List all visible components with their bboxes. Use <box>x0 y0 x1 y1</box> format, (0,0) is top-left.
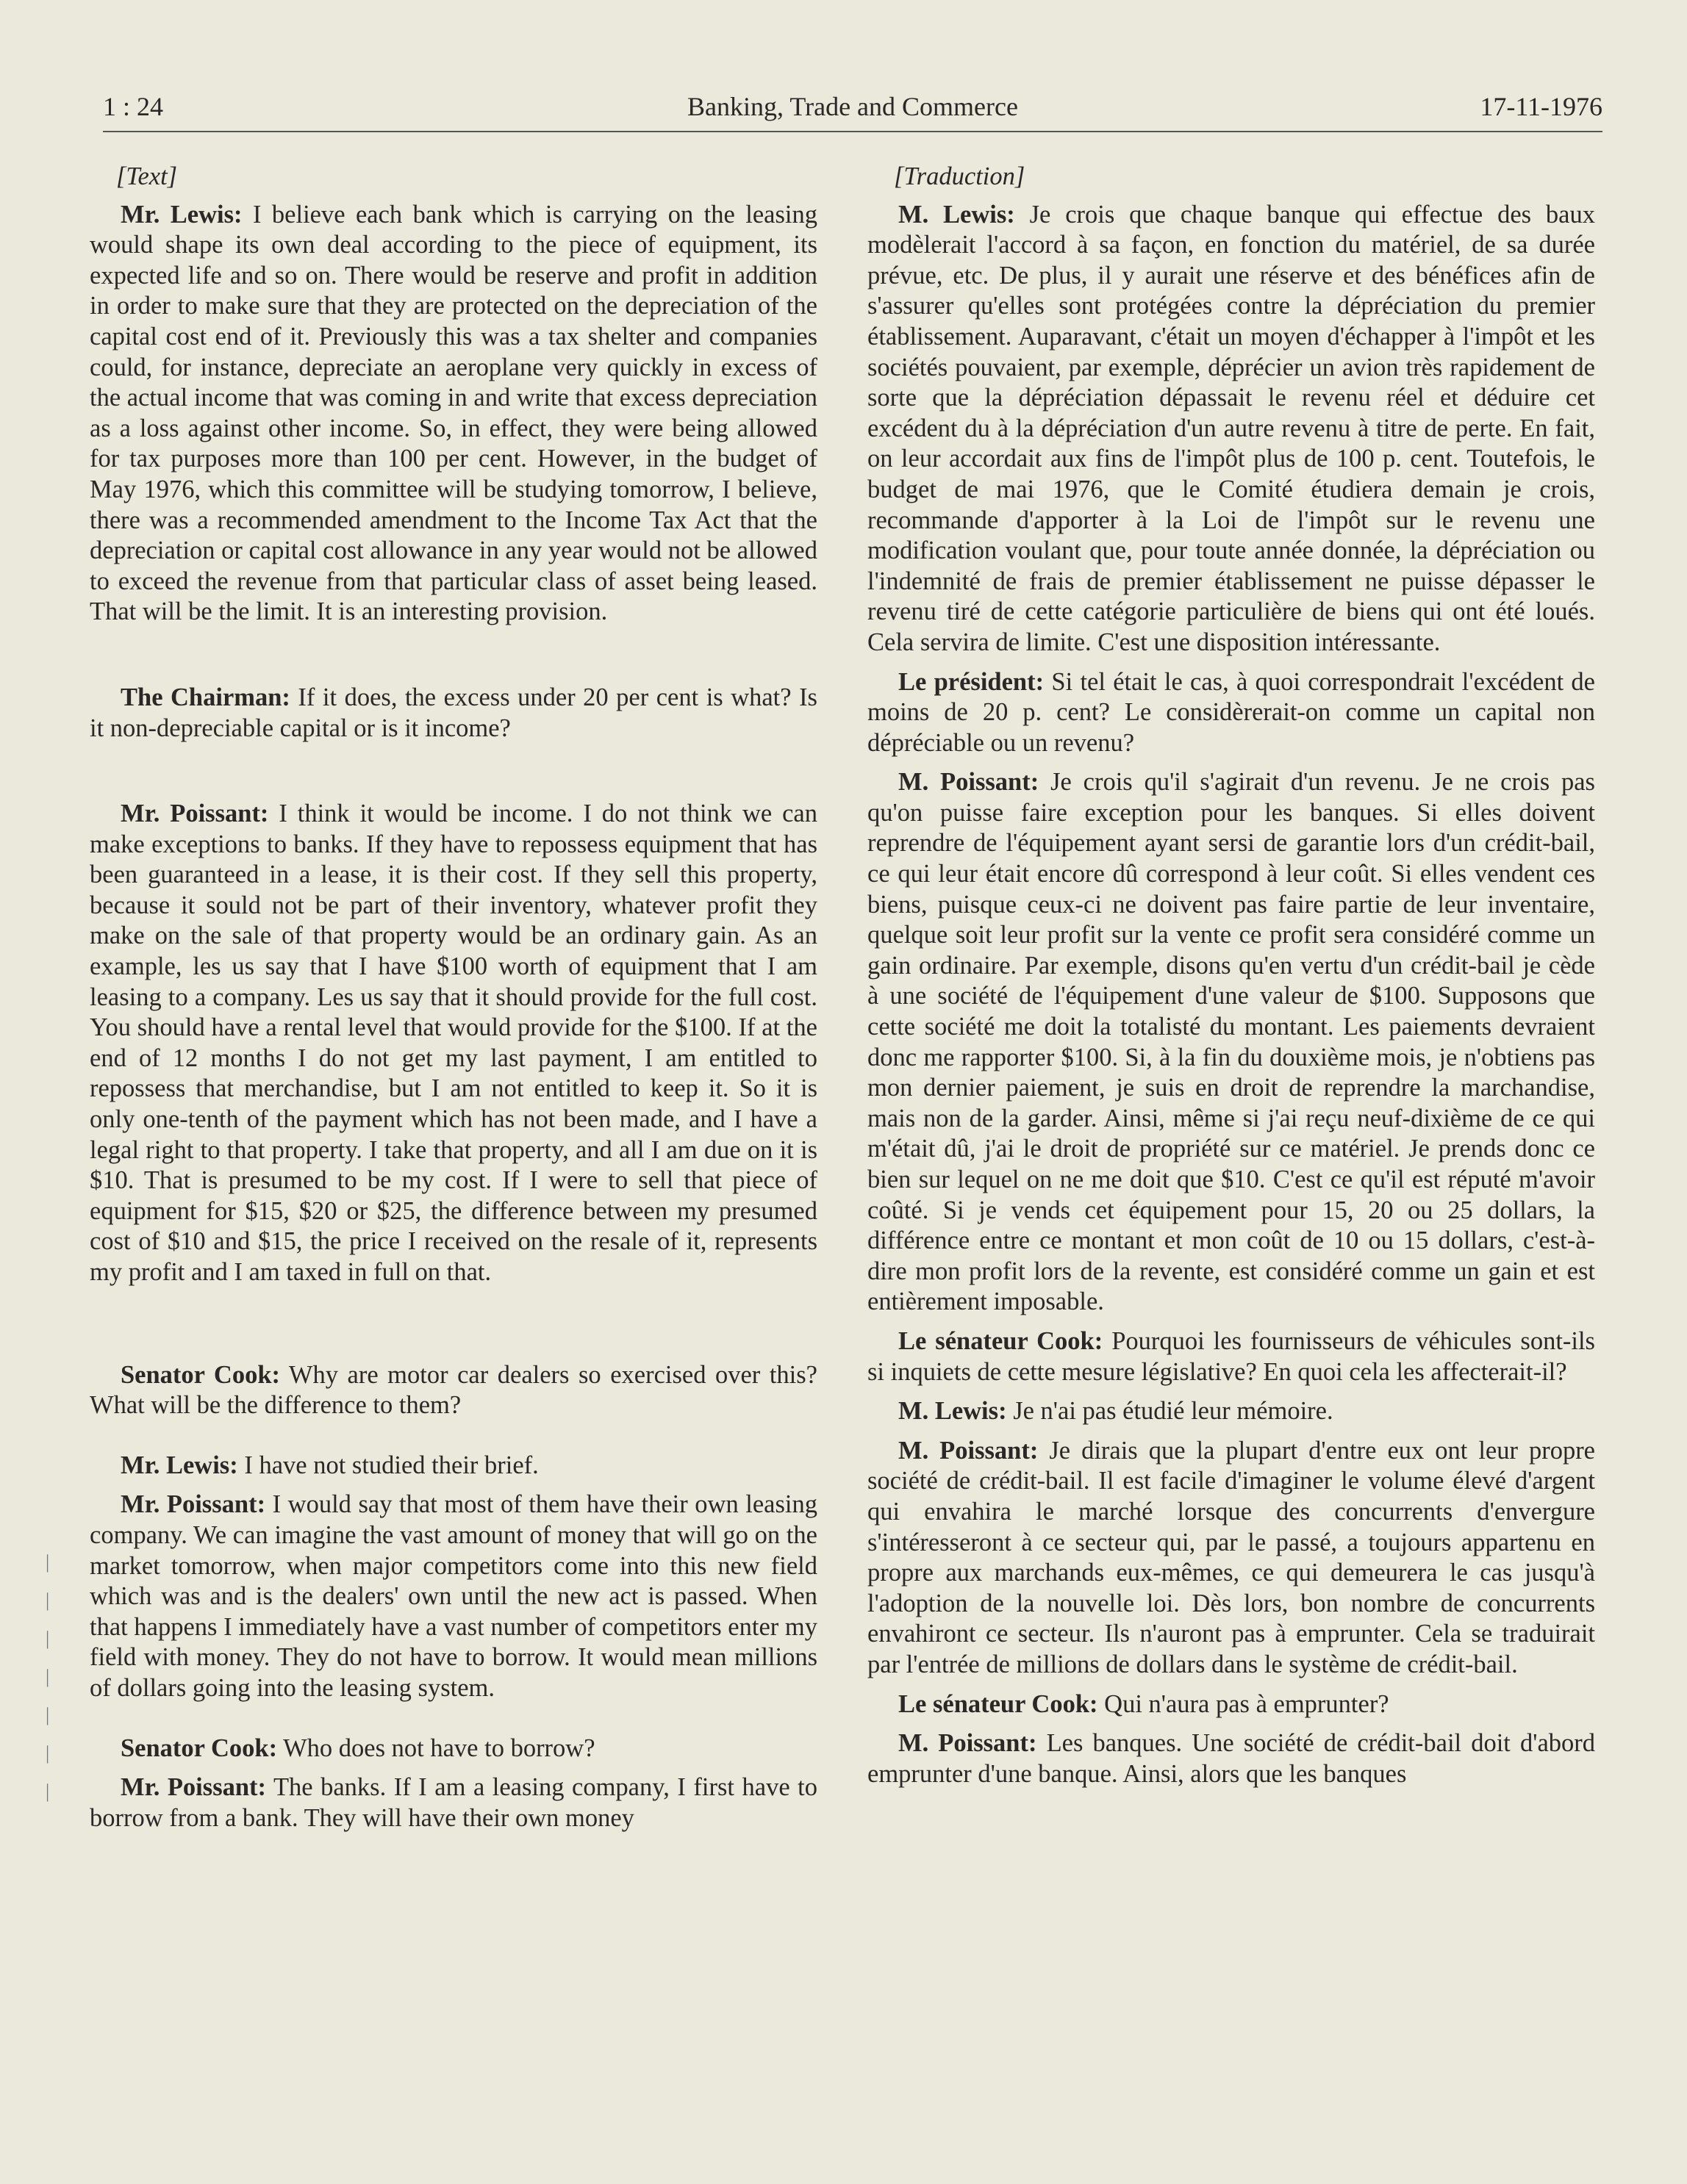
margin-tick: | <box>46 1742 50 1764</box>
page-title: Banking, Trade and Commerce <box>687 92 1018 121</box>
speaker: Mr. Poissant: <box>121 1773 267 1802</box>
paragraph-poissant-1-fr <box>867 767 1595 1318</box>
margin-tick: | <box>46 1704 50 1725</box>
paragraph-lewis-1 <box>90 200 817 628</box>
paragraph-cook-1-fr <box>867 1326 1595 1387</box>
speech: I think it would be income. I do not think we can make exceptions to banks. If they have to repossess equipment that has been guaranteed in a lease, it is their cost. If they sell this property, because it sould not be part of their inventory, whatever profit they make on the sale of that property would be an ordinary gain. As an example, les us say that I have $100 worth of equipment that I am leasing to a company. Les us say that it should provide for the full cost. You should have a rental level that would provide for the $100. If at the end of 12 months I do not get my last payment, I am entitled to repossess that merchandise, but I am not entitled to keep it. So it is only one-tenth of the payment which has not been made, and I have a legal right to that property. I take that property, and all I am due on it is $10. That is presumed to be my cost. If I were to sell that piece of equipment for $15, $20 or $25, the difference between my presumed cost of $10 and $15, the price I received on the resale of it, represents my profit and I am taxed in full on that. <box>90 800 817 1286</box>
margin-tick: | <box>46 1781 50 1802</box>
paragraph-poissant-2 <box>90 1490 817 1703</box>
english-column <box>90 162 817 1833</box>
page-number: 1 : 24 <box>103 92 164 121</box>
paragraph-lewis-1-fr <box>867 200 1595 658</box>
speaker: M. Lewis: <box>898 1397 1007 1426</box>
speaker: Le sénateur Cook: <box>898 1326 1103 1355</box>
speech: I have not studied their brief. <box>237 1451 539 1479</box>
paragraph-poissant-1 <box>90 799 817 1288</box>
speaker: Senator Cook: <box>121 1734 278 1762</box>
speaker: Senator Cook: <box>121 1360 280 1389</box>
speaker: M. Poissant: <box>898 1436 1039 1465</box>
speaker: M. Poissant: <box>898 1729 1037 1758</box>
paragraph-lewis-2 <box>90 1451 817 1481</box>
speech: Qui n'aura pas à emprunter? <box>1097 1689 1389 1718</box>
speech: Je crois que chaque banque qui effectue des baux modèlerait l'accord à sa façon, en fonction du matériel, de sa durée prévue, etc. De plus, il y aurait une réserve et des bénéfices afin de s'assurer qu'elles sont protégées contre la dépréciation du premier établissement. Auparavant, c'était un moyen d'échapper à l'impôt et les sociétés pouvaient, par exemple, déprécier un avion très rapidement de sorte que la dépréciation dépassait le revenu réel et déduire cet excédent du à la dépréciation d'un autre revenu à titre de perte. En fait, on leur accordait aux fins de l'impôt plus de 100 p. cent. Toutefois, le budget de mai 1976, que le Comité étudiera demain je crois, recommande d'apporter à la Loi de l'impôt sur le revenu une modification voulant que, pour toute année donnée, la dépréciation ou l'indemnité de frais de premier établissement ne puisse dépasser le revenu tiré de cette catégorie particulière de biens qui ont été loués. Cela servira de limite. C'est une disposition intéressante. <box>867 200 1595 656</box>
paragraph-poissant-3-fr <box>867 1728 1595 1789</box>
paragraph-president-fr <box>867 667 1595 759</box>
page-date: 17-11-1976 <box>1480 92 1602 121</box>
speech: The banks. If I am a leasing company, I first have to borrow from a bank. They will have their own money <box>90 1773 817 1832</box>
paragraph-lewis-2-fr <box>867 1396 1595 1427</box>
speech: Who does not have to borrow? <box>277 1734 595 1762</box>
paragraph-poissant-2-fr <box>867 1436 1595 1681</box>
paragraph-poissant-3 <box>90 1772 817 1833</box>
speech: Je crois qu'il s'agirait d'un revenu. Je ne crois pas qu'on puisse faire exception pour les banques. Si elles doivent reprendre de l'équipement ayant sersi de garantie lors d'un crédit-bail, ce qui leur était encore dû correspond à leur coût. Si elles vendent ces biens, puisque ceux-ci ne doivent pas faire partie de leur inventaire, quelque soit leur profit sur la vente ce profit sera considéré comme un gain ordinaire. Par exemple, disons qu'en vertu d'un crédit-bail je cède à une société de l'équipement d'une valeur de $100. Supposons que cette société me doit la totalisté du montant. Les paiements devraient donc me rapporter $100. Si, à la fin du douxième mois, je n'obtiens pas mon dernier paiement, je suis en droit de reprendre la marchandise, mais non de la garder. Ainsi, même si j'ai reçu neuf-dixième de ce qui m'était dû, j'ai le droit de propriété sur ce matériel. Je prends donc ce bien sur lequel on ne me doit que $10. C'est ce qu'il est réputé m'avoir coûté. Si je vends cet équipement pour 15, 20 ou 25 dollars, la différence entre ce montant et mon coût de 10 ou 15 dollars, c'est-à-dire mon profit lors de la revente, est considéré comme un gain et est entièrement imposable. <box>867 768 1595 1316</box>
speech: Je dirais que la plupart d'entre eux ont leur propre société de crédit-bail. Il est facile d'imaginer le volume élevé d'argent qui envahira le marché lorsque des concurrents d'envergure s'intéresseront à ce secteur qui, par le passé, a toujours appartenu en propre aux marchands eux-mêmes, ce qui demeurera le cas jusqu'à l'adoption de la nouvelle loi. Dès lors, bon nombre de concurrents envahiront ce secteur. Ils n'auront pas à emprunter. Cela se traduirait par l'entrée de millions de dollars dans le système de crédit-bail. <box>867 1436 1595 1678</box>
speaker: Le président: <box>898 667 1045 696</box>
speaker: Mr. Poissant: <box>121 800 269 828</box>
speech: If it does, the excess under 20 per cent is what? Is it non-depreciable capital or is it income? <box>90 683 817 742</box>
speech: Je n'ai pas étudié leur mémoire. <box>1006 1397 1333 1426</box>
paragraph-cook-2 <box>90 1734 817 1764</box>
speaker: M. Lewis: <box>898 200 1015 229</box>
margin-tick: | <box>46 1589 50 1611</box>
margin-tick: | <box>46 1666 50 1687</box>
speech: Why are motor car dealers so exercised over this? What will be the difference to them? <box>90 1360 817 1420</box>
speech: Pourquoi les fournisseurs de véhicules sont-ils si inquiets de cette mesure législative? En quoi cela les affecterait-il? <box>867 1326 1595 1386</box>
speaker: M. Poissant: <box>898 768 1039 797</box>
paragraph-chairman <box>90 683 817 744</box>
speaker: Mr. Poissant: <box>121 1490 266 1519</box>
margin-marks <box>46 1543 60 1811</box>
speech: Les banques. Une société de crédit-bail doit d'abord emprunter d'une banque. Ainsi, alors que les banques <box>867 1729 1595 1788</box>
traduction-label: [Traduction] <box>894 162 1025 190</box>
paragraph-cook-1 <box>90 1360 817 1421</box>
speaker: Mr. Lewis: <box>121 200 243 229</box>
margin-tick: | <box>46 1551 50 1573</box>
page-header <box>103 87 1602 132</box>
text-label: [Text] <box>116 162 178 190</box>
speaker: Le sénateur Cook: <box>898 1689 1098 1718</box>
french-column <box>867 162 1595 1789</box>
speaker: The Chairman: <box>121 683 290 711</box>
paragraph-cook-2-fr <box>867 1689 1595 1720</box>
speaker: Mr. Lewis: <box>121 1451 238 1479</box>
margin-tick: | <box>46 1628 50 1649</box>
speech: I would say that most of them have their own leasing company. We can imagine the vast amount of money that will go on the market tomorrow, when major competitors come into this new field which was and is the dealers' own until the new act is passed. When that happens I immediately have a vast number of competitors enter my field with money. They do not have to borrow. It would mean millions of dollars going into the leasing system. <box>90 1490 818 1702</box>
speech: Si tel était le cas, à quoi correspondrait l'excédent de moins de 20 p. cent? Le considèrerait-on comme un capital non dépréciable ou un revenu? <box>867 667 1595 757</box>
speech: I believe each bank which is carrying on the leasing would shape its own deal according to the piece of equipment, its expected life and so on. There would be reserve and profit in addition in order to make sure that they are protected on the depreciation of the capital cost end of it. Previously this was a tax shelter and companies could, for instance, depreciate an aeroplane very quickly in excess of the actual income that was coming in and write that excess depreciation as a loss against other income. So, in effect, they were being allowed for tax purposes more than 100 per cent. However, in the budget of May 1976, which this committee will be studying tomorrow, I believe, there was a recommended amendment to the Income Tax Act that the depreciation or capital cost allowance in any year would not be allowed to exceed the revenue from that particular class of asset being leased. That will be the limit. It is an interesting provision. <box>90 200 818 626</box>
